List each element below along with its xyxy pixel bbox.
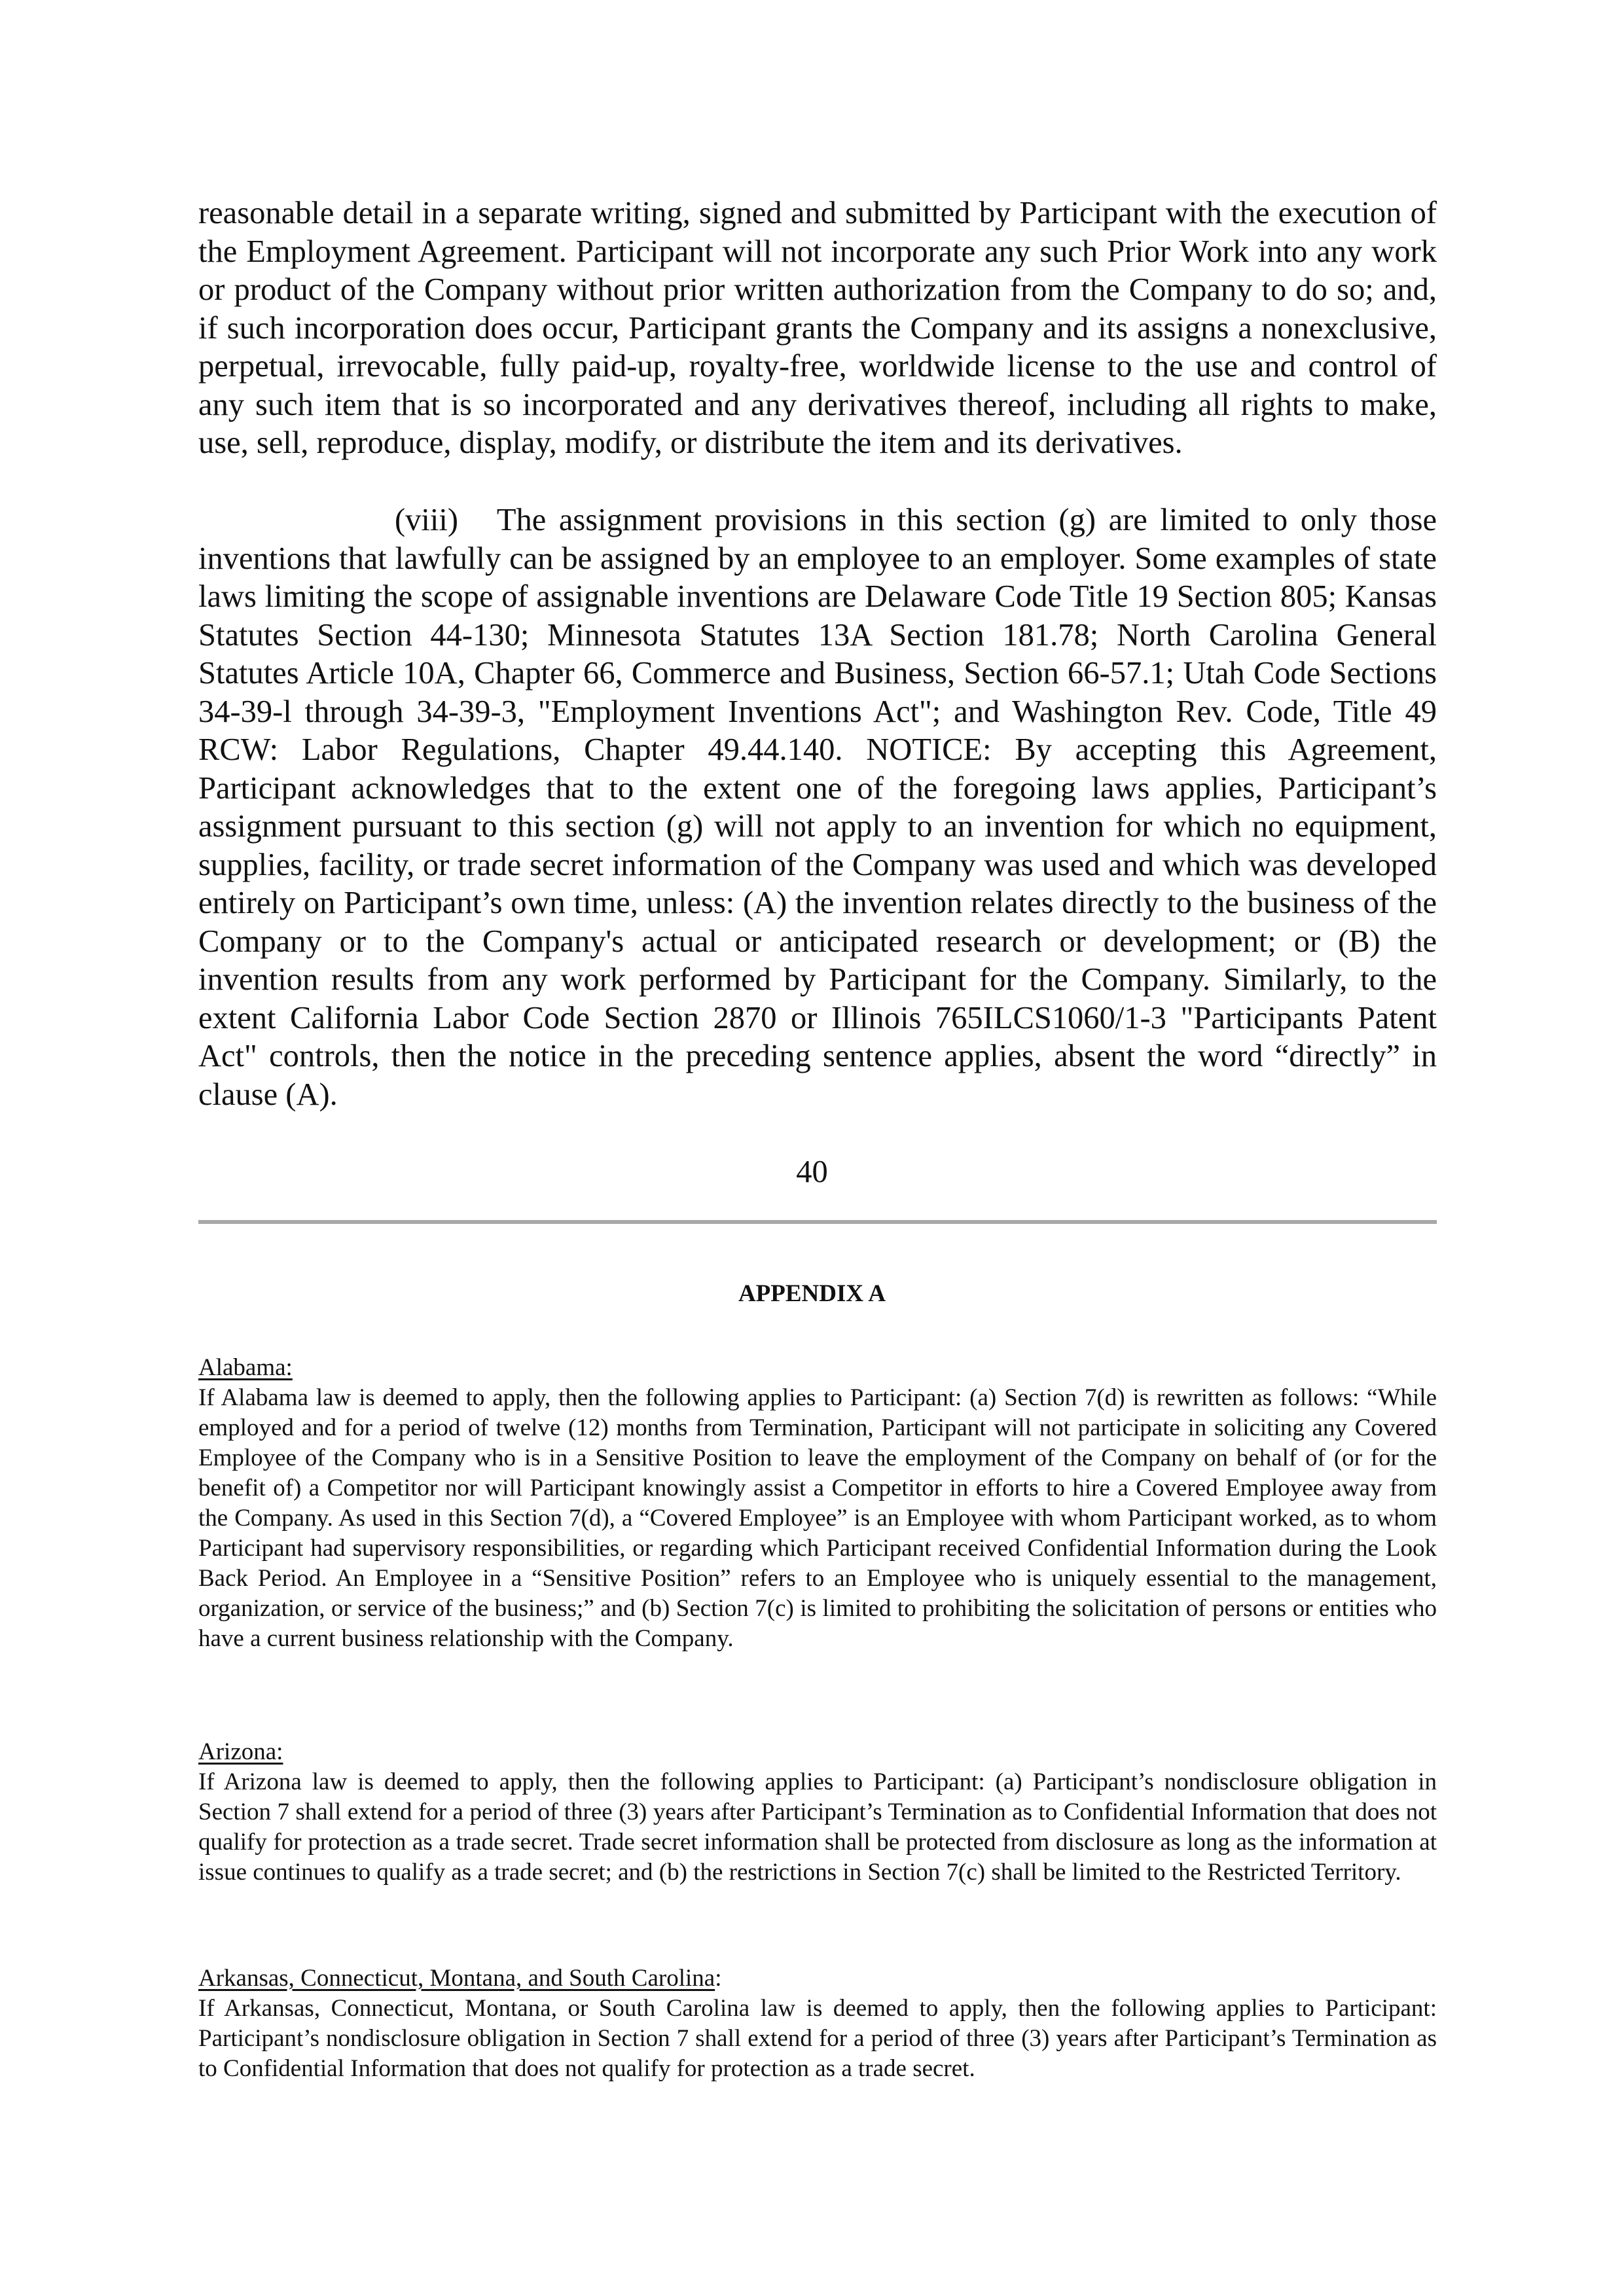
heading-label: Arizona: (198, 1738, 283, 1765)
paragraph-viii-text: (viii) The assignment provisions in this section (g) are limited to only those inventions that lawfully can be assigned by an employee to an employer. Some examples of state laws limiting the scope of assignable inventions are Delaware Code Title 19 Section 805; Kansas Statutes Section 44-130; Minnesota Statutes 13A Section 181.78; North Carolina General Statutes Article 10A, Chapter 66, Commerce and Business, Section 66-57.1; Utah Code Sections 34-39-l through 34-39-3, "Employment Inventions Act"; and Washington Rev. Code, Title 49 RCW: Labor Regulations, Chapter 49.44.140. NOTICE: By accepting this Agreement, Participant acknowledges that to the extent one of the foregoing laws applies, Participant’s assignment pursuant to this section (g) will not apply to an invention for which no equipment, supplies, facility, or trade secret information of the Company was used and which was developed entirely on Participant’s own time, unless: (A) the invention relates directly to the business of the Company or to the Company's actual or anticipated research or development; or (B) the invention results from any work performed by Participant for the Company. Similarly, to the extent California Labor Code Section 2870 or Illinois 765ILCS1060/1-3 "Participants Patent Act" controls, then the notice in the preceding sentence applies, absent the word “directly” in clause (A). (198, 503, 1437, 1112)
body-paragraph-prior-work: reasonable detail in a separate writing, signed and submitted by Participant with the execution of the Employment Agreement. Participant will not incorporate any such Prior Work into any work or product of the Company without prior written authorization from the Company to do so; and, if such incorporation does occur, Participant grants the Company and its assigns a nonexclusive, perpetual, irrevocable, fully paid-up, royalty-free, worldwide license to the use and control of any such item that is so incorporated and any derivatives thereof, including all rights to make, use, sell, reproduce, display, modify, or distribute the item and its derivatives. (198, 196, 1437, 460)
appendix-heading-arkansas-connecticut-montana-south-carolina (198, 1964, 721, 1994)
appendix-title: APPENDIX A (738, 1280, 886, 1307)
page-divider (198, 1220, 1437, 1224)
heading-suffix: : (715, 1965, 722, 1992)
appendix-text-arizona: If Arizona law is deemed to apply, then the following applies to Participant: (a) Participant’s nondisclosure obligation in Section 7 shall extend for a period of three (3) years after Participant’s Termination as to Confidential Information that does not qualify for protection as a trade secret. Trade secret information shall be protected from disclosure as long as the information at issue continues to qualify as a trade secret; and (b) the restrictions in Section 7(c) shall be limited to the Restricted Territory. (198, 1768, 1437, 1886)
appendix-text-arkansas-connecticut-montana-south-carolina: If Arkansas, Connecticut, Montana, or South Carolina law is deemed to apply, then the following applies to Participant: Participant’s nondisclosure obligation in Section 7 shall extend for a period of three (3) years after Participant’s Termination as to Confidential Information that does not qualify for protection as a trade secret. (198, 1995, 1437, 2082)
appendix-heading-arizona (198, 1737, 283, 1767)
page-number: 40 (796, 1155, 828, 1189)
body-paragraph-viii-assignment-limits (198, 501, 1437, 1114)
appendix-text-alabama: If Alabama law is deemed to apply, then the following applies to Participant: (a) Section 7(d) is rewritten as follows: “While employed and for a period of twelve (12) months from Termination, Participant will not participate in soliciting any Covered Employee of the Company who is in a Sensitive Position to leave the employment of the Company on behalf of (or for the benefit of) a Competitor nor will Participant knowingly assist a Competitor in efforts to hire a Covered Employee away from the Company. As used in this Section 7(d), a “Covered Employee” is an Employee with whom Participant worked, as to whom Participant had supervisory responsibilities, or regarding which Participant received Confidential Information during the Look Back Period. An Employee in a “Sensitive Position” refers to an Employee who is uniquely essential to the management, organization, or service of the business;” and (b) Section 7(c) is limited to prohibiting the solicitation of persons or entities who have a current business relationship with the Company. (198, 1384, 1437, 1652)
appendix-heading-alabama (198, 1353, 293, 1383)
heading-label: Alabama: (198, 1354, 293, 1381)
heading-label: Arkansas, Connecticut, Montana, and South Carolina (198, 1965, 715, 1992)
